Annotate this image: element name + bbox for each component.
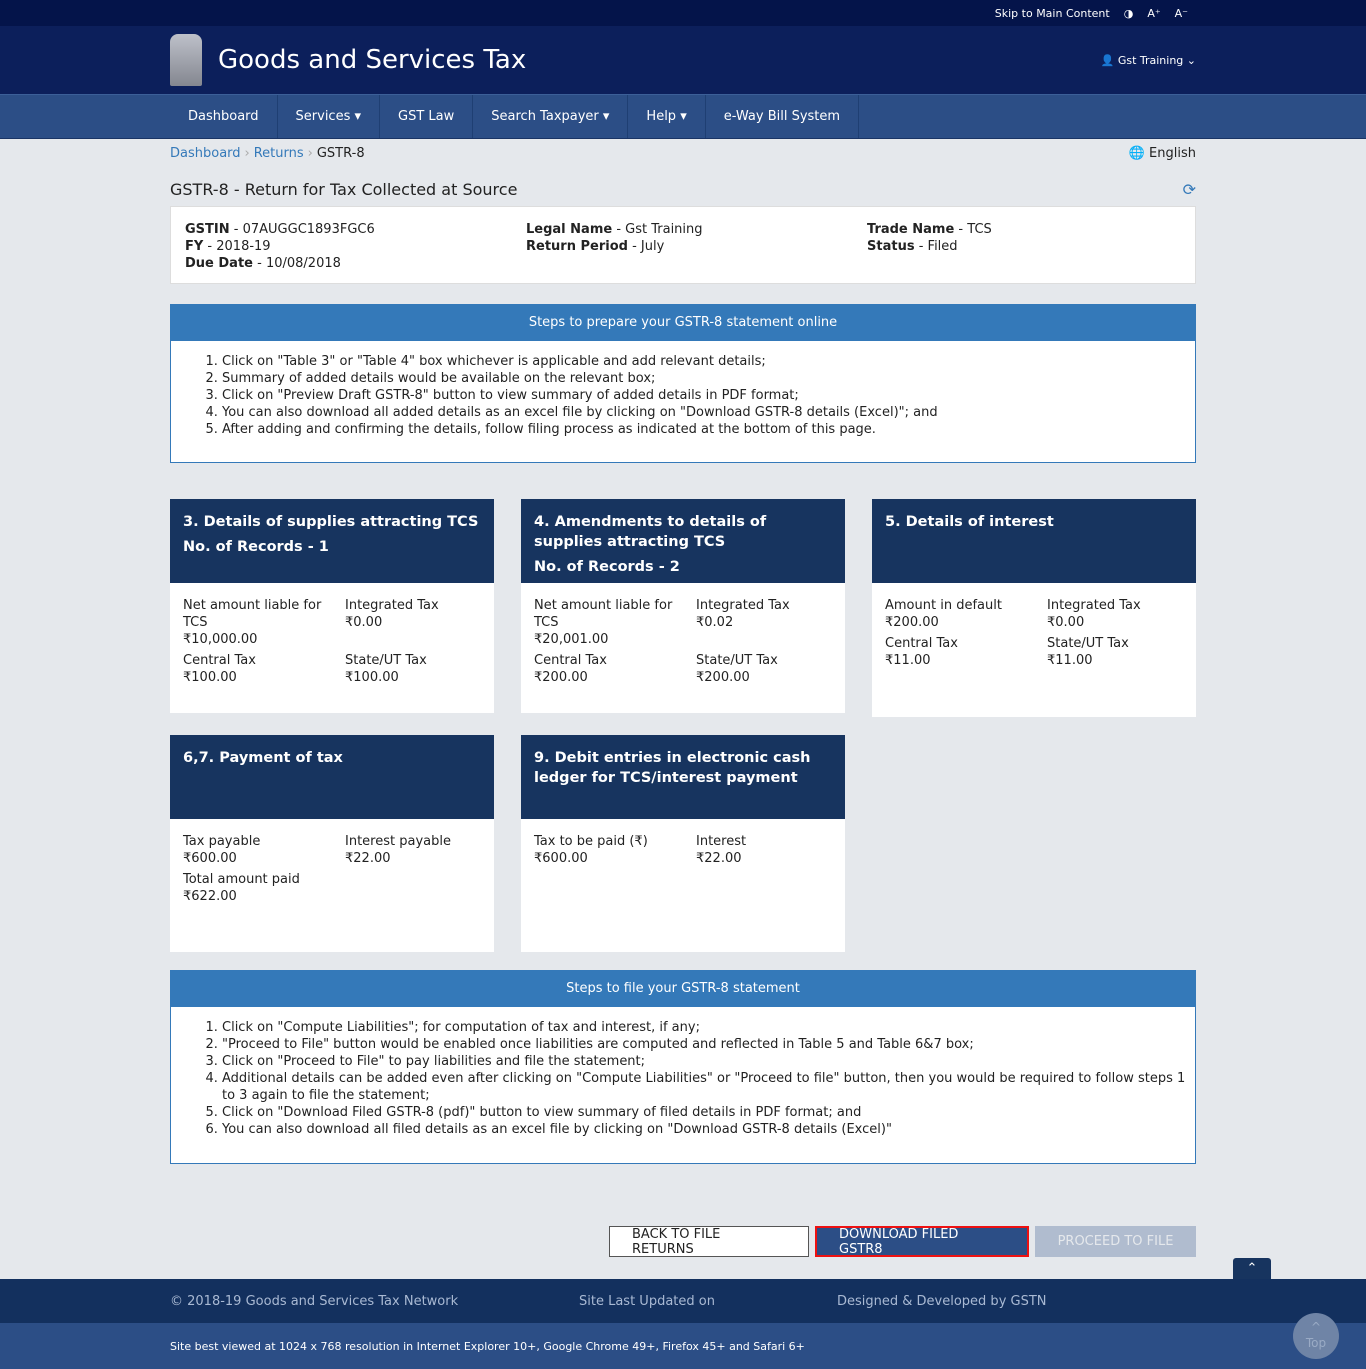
info-label: Due Date bbox=[185, 256, 253, 271]
field-label: Central Tax bbox=[183, 653, 256, 668]
summary-tile[interactable] bbox=[170, 735, 494, 952]
user-menu[interactable]: 👤 Gst Training ⌄ bbox=[1100, 53, 1196, 67]
tile-title: 3. Details of supplies attracting TCS bbox=[183, 514, 479, 530]
summary-tile[interactable] bbox=[170, 499, 494, 713]
tile-body bbox=[521, 583, 845, 696]
language-label: English bbox=[1149, 146, 1196, 161]
tile-field bbox=[183, 652, 345, 686]
field-value: ₹200.00 bbox=[885, 615, 939, 630]
summary-tile[interactable] bbox=[521, 735, 845, 952]
field-label: Total amount paid bbox=[183, 872, 300, 887]
field-value: ₹600.00 bbox=[183, 851, 237, 866]
field-value: ₹22.00 bbox=[345, 851, 391, 866]
info-field: Due Date - 10/08/2018 bbox=[185, 256, 341, 271]
back-to-file-returns-button[interactable]: BACK TO FILE RETURNS bbox=[609, 1226, 809, 1257]
field-value: ₹200.00 bbox=[696, 670, 750, 685]
field-label: Net amount liable for TCS bbox=[534, 598, 673, 630]
nav-dashboard[interactable]: Dashboard bbox=[170, 95, 278, 138]
tile-header bbox=[521, 735, 845, 819]
tile-header bbox=[170, 735, 494, 819]
nav-eway-bill[interactable]: e-Way Bill System bbox=[706, 95, 859, 138]
field-label: Central Tax bbox=[534, 653, 607, 668]
tile-field bbox=[183, 597, 345, 648]
summary-tile[interactable] bbox=[872, 499, 1196, 717]
tile-field bbox=[534, 597, 696, 648]
step-item: 3. Click on "Preview Draft GSTR-8" button to view summary of added details in PDF format; bbox=[222, 387, 1195, 404]
tile-body bbox=[872, 583, 1196, 679]
steps-file-panel bbox=[170, 970, 1196, 1164]
tile-title: 4. Amendments to details of supplies attracting TCS bbox=[534, 514, 767, 550]
summary-tile[interactable] bbox=[521, 499, 845, 713]
step-item: 3. Click on "Proceed to File" to pay liabilities and file the statement; bbox=[222, 1053, 1195, 1070]
chevron-up-icon[interactable]: ⌃ bbox=[1233, 1258, 1271, 1279]
field-label: Tax payable bbox=[183, 834, 261, 849]
tile-field bbox=[885, 635, 1047, 669]
nav-services[interactable]: Services ▾ bbox=[278, 95, 380, 138]
field-label: Central Tax bbox=[885, 636, 958, 651]
tile-field bbox=[534, 833, 696, 867]
field-label: Interest bbox=[696, 834, 747, 849]
tile-records: No. of Records - 1 bbox=[183, 539, 329, 555]
field-value: ₹22.00 bbox=[696, 851, 742, 866]
back-to-top-label: Top bbox=[1305, 1336, 1327, 1350]
info-value: 07AUGGC1893FGC6 bbox=[242, 222, 375, 237]
steps-prepare-title: Steps to prepare your GSTR-8 statement online bbox=[171, 305, 1195, 341]
user-icon: 👤 bbox=[1100, 53, 1115, 67]
step-item: 2. "Proceed to File" button would be enabled once liabilities are computed and reflected in Table 5 and Table 6&7 box; bbox=[222, 1036, 1195, 1053]
step-item: 4. Additional details can be added even after clicking on "Compute Liabilities" or "Proceed to file" button, then you would be required to follow steps 1 to 3 again to file the statement; bbox=[222, 1070, 1195, 1104]
info-field: Status - Filed bbox=[867, 239, 958, 254]
field-value: ₹200.00 bbox=[534, 670, 588, 685]
tile-field bbox=[183, 833, 345, 867]
info-label: Return Period bbox=[526, 239, 628, 254]
skip-to-main-link[interactable]: Skip to Main Content bbox=[994, 6, 1110, 20]
info-field: Legal Name - Gst Training bbox=[526, 222, 703, 237]
tile-field bbox=[696, 833, 858, 867]
footer-copyright: © 2018-19 Goods and Services Tax Network bbox=[170, 1293, 459, 1309]
step-item: 6. You can also download all filed details as an excel file by clicking on "Download GSTR-8 details (Excel)" bbox=[222, 1121, 1195, 1138]
field-label: State/UT Tax bbox=[1047, 636, 1129, 651]
tile-body bbox=[170, 819, 494, 915]
field-value: ₹0.00 bbox=[345, 615, 383, 630]
main-nav bbox=[0, 94, 1366, 139]
info-value: TCS bbox=[967, 222, 992, 237]
step-item: 2. Summary of added details would be available on the relevant box; bbox=[222, 370, 1195, 387]
footer-designed: Designed & Developed by GSTN bbox=[837, 1293, 1047, 1309]
tile-field bbox=[696, 597, 858, 648]
steps-file-title: Steps to file your GSTR-8 statement bbox=[171, 971, 1195, 1007]
breadcrumb: Dashboard › Returns › GSTR-8 🌐 English bbox=[170, 146, 1196, 161]
step-item: 1. Click on "Table 3" or "Table 4" box whichever is applicable and add relevant details; bbox=[222, 353, 1195, 370]
tile-field bbox=[345, 652, 507, 686]
back-to-top-button[interactable]: ^ Top bbox=[1293, 1313, 1339, 1359]
info-label: Legal Name bbox=[526, 222, 613, 237]
step-item: 4. You can also download all added details as an excel file by clicking on "Download GSTR-8 details (Excel)"; and bbox=[222, 404, 1195, 421]
info-label: Trade Name bbox=[867, 222, 955, 237]
info-column bbox=[526, 221, 867, 272]
font-increase-button[interactable]: A⁺ bbox=[1147, 6, 1161, 20]
breadcrumb-dashboard[interactable]: Dashboard bbox=[170, 146, 241, 161]
steps-prepare-panel bbox=[170, 304, 1196, 463]
site-header bbox=[0, 26, 1366, 94]
field-value: ₹100.00 bbox=[183, 670, 237, 685]
field-value: ₹11.00 bbox=[1047, 653, 1093, 668]
field-label: Net amount liable for TCS bbox=[183, 598, 322, 630]
return-info-panel bbox=[170, 206, 1196, 284]
info-value: 2018-19 bbox=[216, 239, 271, 254]
download-filed-gstr8-button[interactable]: DOWNLOAD FILED GSTR8 bbox=[815, 1226, 1029, 1257]
field-label: Tax to be paid (₹) bbox=[534, 834, 648, 849]
info-column bbox=[185, 221, 526, 272]
field-label: Integrated Tax bbox=[345, 598, 439, 613]
field-value: ₹100.00 bbox=[345, 670, 399, 685]
tile-title: 9. Debit entries in electronic cash ledger for TCS/interest payment bbox=[534, 750, 811, 786]
field-value: ₹10,000.00 bbox=[183, 632, 258, 647]
font-decrease-button[interactable]: A⁻ bbox=[1174, 6, 1188, 20]
info-label: Status bbox=[867, 239, 915, 254]
tile-body bbox=[521, 819, 845, 877]
contrast-icon[interactable]: ◑ bbox=[1123, 6, 1134, 20]
tile-field bbox=[183, 871, 345, 905]
field-label: Interest payable bbox=[345, 834, 451, 849]
field-value: ₹622.00 bbox=[183, 889, 237, 904]
footer bbox=[0, 1279, 1366, 1323]
nav-help[interactable]: Help ▾ bbox=[628, 95, 705, 138]
info-value: Gst Training bbox=[625, 222, 703, 237]
footer-updated: Site Last Updated on bbox=[579, 1293, 715, 1309]
nav-gst-law[interactable]: GST Law bbox=[380, 95, 473, 138]
tile-header bbox=[872, 499, 1196, 583]
site-title[interactable]: Goods and Services Tax bbox=[218, 45, 527, 75]
proceed-to-file-button[interactable]: PROCEED TO FILE bbox=[1035, 1226, 1196, 1257]
field-label: State/UT Tax bbox=[696, 653, 778, 668]
user-name: Gst Training bbox=[1117, 53, 1184, 67]
tile-field bbox=[1047, 635, 1209, 669]
info-value: Filed bbox=[927, 239, 958, 254]
tile-body bbox=[170, 583, 494, 696]
step-item: 1. Click on "Compute Liabilities"; for computation of tax and interest, if any; bbox=[222, 1019, 1195, 1036]
info-label: FY bbox=[185, 239, 204, 254]
info-field: FY - 2018-19 bbox=[185, 239, 271, 254]
footer-best-viewed: Site best viewed at 1024 x 768 resolution in Internet Explorer 10+, Google Chrome 49+, Firefox 45+ and Safari 6+ bbox=[170, 1339, 805, 1353]
field-label: Integrated Tax bbox=[1047, 598, 1141, 613]
field-value: ₹0.02 bbox=[696, 615, 734, 630]
refresh-icon[interactable]: ⟳ bbox=[1182, 180, 1196, 199]
field-label: Integrated Tax bbox=[696, 598, 790, 613]
tile-header bbox=[521, 499, 845, 583]
step-item: 5. Click on "Download Filed GSTR-8 (pdf)" button to view summary of filed details in PDF format; and bbox=[222, 1104, 1195, 1121]
field-label: State/UT Tax bbox=[345, 653, 427, 668]
tile-records: No. of Records - 2 bbox=[534, 559, 680, 575]
language-selector[interactable] bbox=[1129, 146, 1196, 161]
globe-icon: 🌐 bbox=[1128, 146, 1145, 161]
info-field: Return Period - July bbox=[526, 239, 665, 254]
tile-field bbox=[345, 833, 507, 867]
tile-field bbox=[696, 652, 858, 686]
page-title: GSTR-8 - Return for Tax Collected at Source bbox=[170, 180, 518, 199]
info-label: GSTIN bbox=[185, 222, 230, 237]
info-field: GSTIN - 07AUGGC1893FGC6 bbox=[185, 222, 375, 237]
national-emblem-logo bbox=[170, 34, 202, 86]
info-column bbox=[867, 221, 1181, 272]
breadcrumb-current: GSTR-8 bbox=[316, 146, 365, 161]
field-value: ₹600.00 bbox=[534, 851, 588, 866]
utility-bar bbox=[0, 0, 1366, 26]
tile-field bbox=[534, 652, 696, 686]
tile-title: 5. Details of interest bbox=[885, 514, 1054, 530]
tile-title: 6,7. Payment of tax bbox=[183, 750, 343, 766]
field-label: Amount in default bbox=[885, 598, 1002, 613]
breadcrumb-returns[interactable]: Returns bbox=[253, 146, 304, 161]
field-value: ₹0.00 bbox=[1047, 615, 1085, 630]
tile-field bbox=[1047, 597, 1209, 631]
info-value: July bbox=[640, 239, 665, 254]
field-value: ₹11.00 bbox=[885, 653, 931, 668]
tile-header bbox=[170, 499, 494, 583]
tile-field bbox=[345, 597, 507, 648]
info-field: Trade Name - TCS bbox=[867, 222, 992, 237]
step-item: 5. After adding and confirming the details, follow filing process as indicated at the bottom of this page. bbox=[222, 421, 1195, 438]
field-value: ₹20,001.00 bbox=[534, 632, 609, 647]
info-value: 10/08/2018 bbox=[265, 256, 341, 271]
tile-field bbox=[885, 597, 1047, 631]
nav-search-taxpayer[interactable]: Search Taxpayer ▾ bbox=[473, 95, 628, 138]
